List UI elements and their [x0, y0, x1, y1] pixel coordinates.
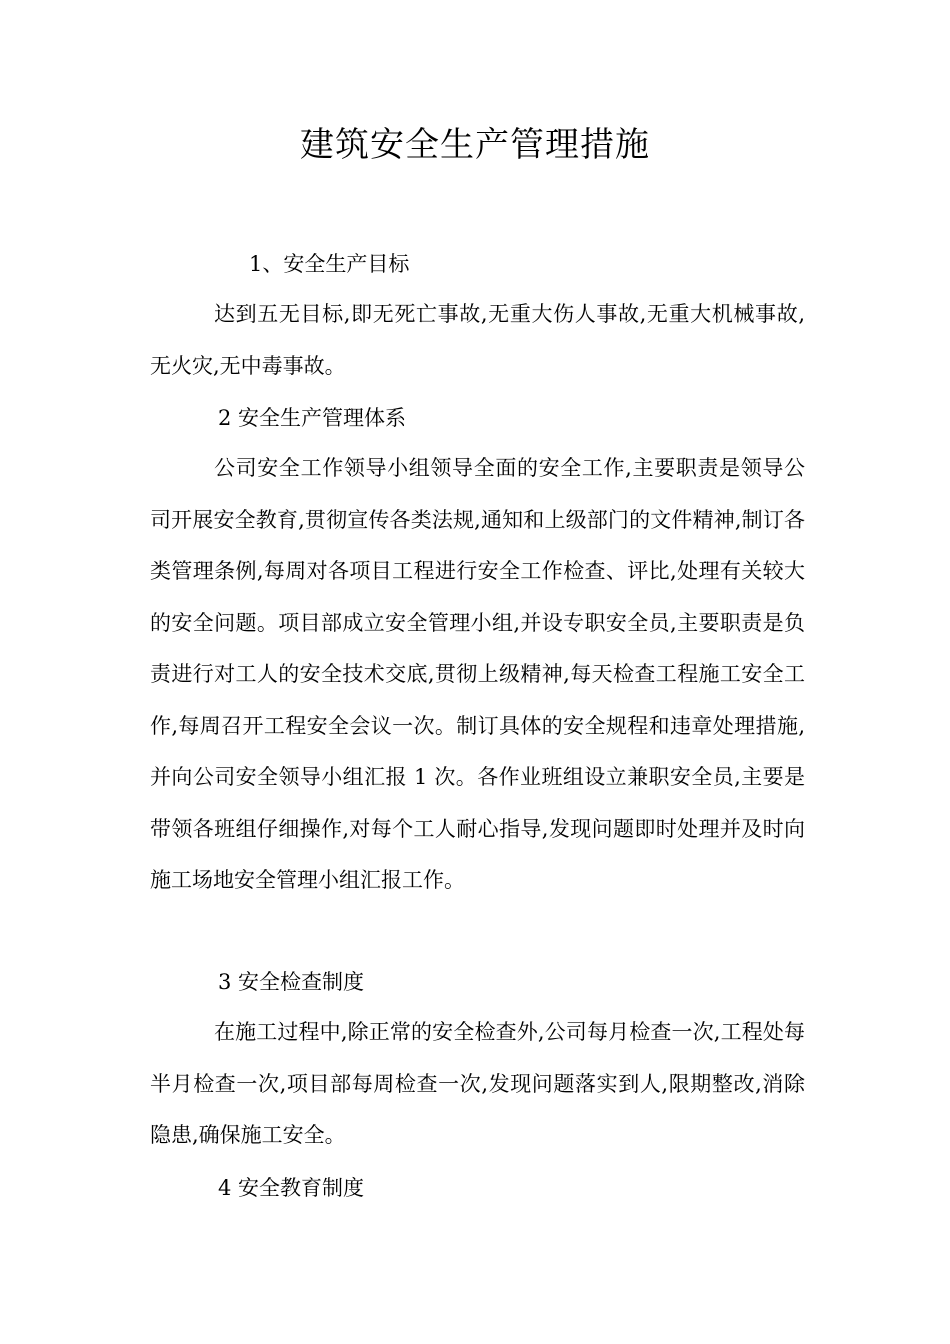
section-heading-4: 4 安全教育制度	[218, 1176, 365, 1200]
section-heading-3: 3 安全检查制度	[218, 970, 365, 994]
document-title: 建筑安全生产管理措施	[300, 125, 650, 165]
section-heading-1: 1、安全生产目标	[249, 252, 410, 276]
section-heading-2: 2 安全生产管理体系	[218, 406, 407, 430]
section-body-1: 达到五无目标,即无死亡事故,无重大伤人事故,无重大机械事故,无火灾,无中毒事故。	[150, 302, 805, 378]
section-body-2: 公司安全工作领导小组领导全面的安全工作,主要职责是领导公司开展安全教育,贯彻宣传各类法规,通知和上级部门的文件精神,制订各类管理条例,每周对各项目工程进行安全工作检查、评比,处理有关较大的安全问题。项目部成立安全管理小组,并设专职安全员,主要职责是负责进行对工人的安全技术交底,贯彻上级精神,每天检查工程施工安全工作,每周召开工程安全会议一次。制订具体的安全规程和违章处理措施,并向公司安全领导小组汇报 1 次。各作业班组设立兼职安全员,主要是带领各班组仔细操作,对每个工人耐心指导,发现问题即时处理并及时向施工场地安全管理小组汇报工作。	[150, 456, 805, 892]
section-body-3: 在施工过程中,除正常的安全检查外,公司每月检查一次,工程处每半月检查一次,项目部每周检查一次,发现问题落实到人,限期整改,消除隐患,确保施工安全。	[150, 1020, 805, 1147]
